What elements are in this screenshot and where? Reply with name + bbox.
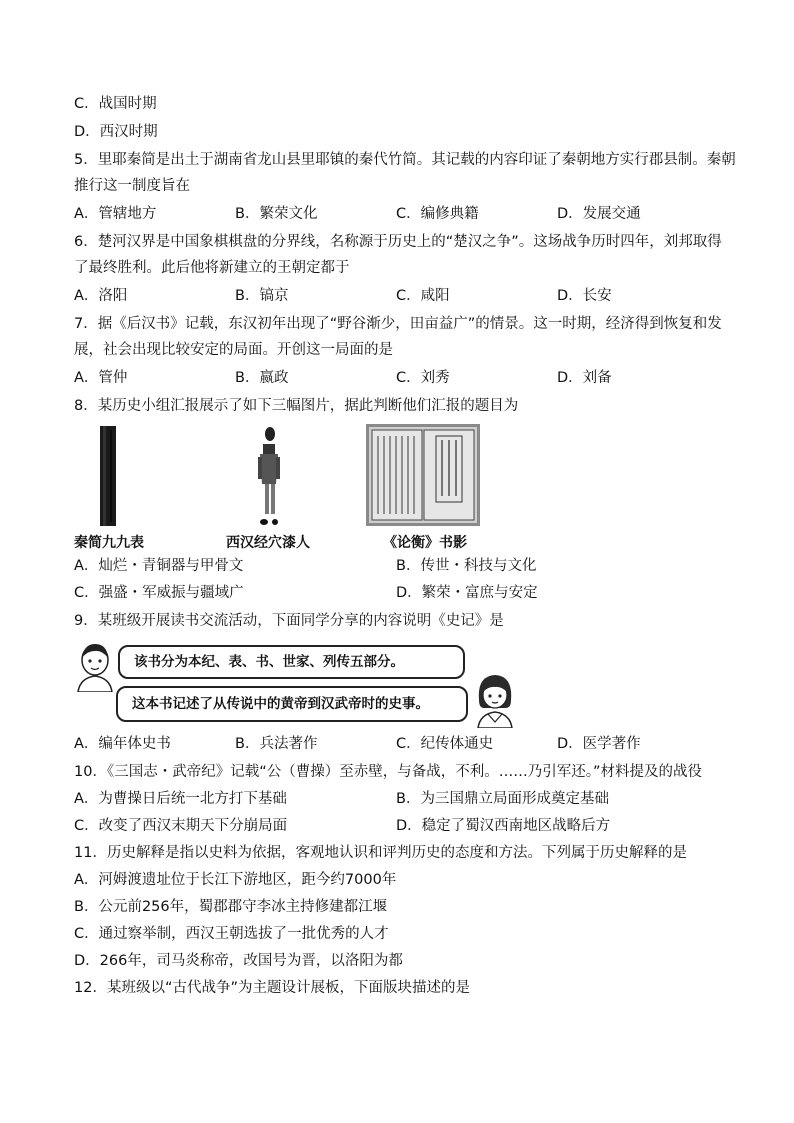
book-page-image [366, 424, 480, 526]
lacquer-figure-image [248, 424, 288, 528]
q7-option-b: B．嬴政 [235, 370, 289, 386]
speech-bubble-girl: 这本书记述了从传说中的黄帝到汉武帝时的史事。 [116, 686, 468, 722]
q5-stem-line1: 5．里耶秦简是出土于湖南省龙山县里耶镇的秦代竹简。其记载的内容印证了秦朝地方实行郡县制。秦朝 [74, 152, 736, 168]
q11-option-a: A．河姆渡遗址位于长江下游地区，距今约7000年 [74, 872, 397, 888]
q7-option-c: C．刘秀 [396, 370, 450, 386]
q5-option-c: C．编修典籍 [396, 206, 479, 222]
boy-student-illustration [72, 640, 118, 692]
q6-stem-line2: 了最终胜利。此后他将新建立的王朝定都于 [74, 260, 350, 276]
q9-options [74, 734, 714, 754]
q9-stem: 9．某班级开展读书交流活动，下面同学分享的内容说明《史记》是 [74, 613, 504, 629]
q10-options-row1 [74, 789, 714, 809]
q8-option-c: C．强盛・军威振与疆域广 [74, 585, 244, 601]
q6-option-d: D．长安 [557, 288, 612, 304]
q6-option-c: C．咸阳 [396, 288, 450, 304]
q6-options [74, 286, 714, 306]
q5-option-d: D．发展交通 [557, 206, 641, 222]
image-caption-2: 西汉经穴漆人 [226, 535, 310, 551]
q11-stem: 11．历史解释是指以史料为依据，客观地认识和评判历史的态度和方法。下列属于历史解释的是 [74, 845, 687, 861]
q7-option-d: D．刘备 [557, 370, 612, 386]
bamboo-slip-image [98, 426, 120, 526]
q5-options [74, 204, 714, 224]
q8-stem: 8．某历史小组汇报展示了如下三幅图片，据此判断他们汇报的题目为 [74, 398, 519, 414]
q4-option-c: C．战国时期 [74, 96, 157, 112]
q6-option-b: B．镐京 [235, 288, 289, 304]
q7-options [74, 368, 714, 388]
q11-option-d: D．266年，司马炎称帝，改国号为晋，以洛阳为都 [74, 953, 403, 969]
q8-option-b: B．传世・科技与文化 [396, 558, 537, 574]
q7-option-a: A．管仲 [74, 370, 128, 386]
q10-option-d: D．稳定了蜀汉西南地区战略后方 [396, 818, 611, 834]
q7-stem-line1: 7．据《后汉书》记载，东汉初年出现了“野谷渐少，田亩益广”的情景。这一时期，经济得到恢复和发 [74, 316, 722, 332]
q10-option-b: B．为三国鼎立局面形成奠定基础 [396, 791, 609, 807]
q10-options-row2 [74, 816, 714, 836]
speech-bubble-boy: 该书分为本纪、表、书、世家、列传五部分。 [118, 645, 465, 679]
q9-option-d: D．医学著作 [557, 736, 641, 752]
q9-option-c: C．纪传体通史 [396, 736, 494, 752]
q9-option-a: A．编年体史书 [74, 736, 171, 752]
girl-student-illustration [472, 670, 518, 728]
q5-option-b: B．繁荣文化 [235, 206, 318, 222]
q4-option-d: D．西汉时期 [74, 124, 158, 140]
q11-option-b: B．公元前256年，蜀郡郡守李冰主持修建都江堰 [74, 899, 388, 915]
q8-options-row1 [74, 556, 714, 576]
image-caption-1: 秦简九九表 [74, 535, 144, 551]
q10-stem: 10．《三国志・武帝纪》记载“公（曹操）至赤壁，与备战，不利。……乃引军还。”材料提及的战役 [74, 764, 702, 780]
q8-option-d: D．繁荣・富庶与安定 [396, 585, 538, 601]
image-caption-3: 《论衡》书影 [383, 535, 467, 551]
q11-option-c: C．通过察举制，西汉王朝选拔了一批优秀的人才 [74, 926, 389, 942]
q6-stem-line1: 6．楚河汉界是中国象棋棋盘的分界线，名称源于历史上的“楚汉之争”。这场战争历时四年，刘邦取得 [74, 234, 722, 250]
q6-option-a: A．洛阳 [74, 288, 128, 304]
q5-stem-line2: 推行这一制度旨在 [74, 178, 190, 194]
q8-option-a: A．灿烂・青铜器与甲骨文 [74, 558, 244, 574]
q12-stem: 12．某班级以“古代战争”为主题设计展板，下面版块描述的是 [74, 980, 470, 996]
q10-option-c: C．改变了西汉末期天下分崩局面 [74, 818, 288, 834]
q5-option-a: A．管辖地方 [74, 206, 157, 222]
q10-option-a: A．为曹操日后统一北方打下基础 [74, 791, 287, 807]
q8-options-row2 [74, 583, 714, 603]
q9-option-b: B．兵法著作 [235, 736, 318, 752]
q7-stem-line2: 展，社会出现比较安定的局面。开创这一局面的是 [74, 342, 393, 358]
